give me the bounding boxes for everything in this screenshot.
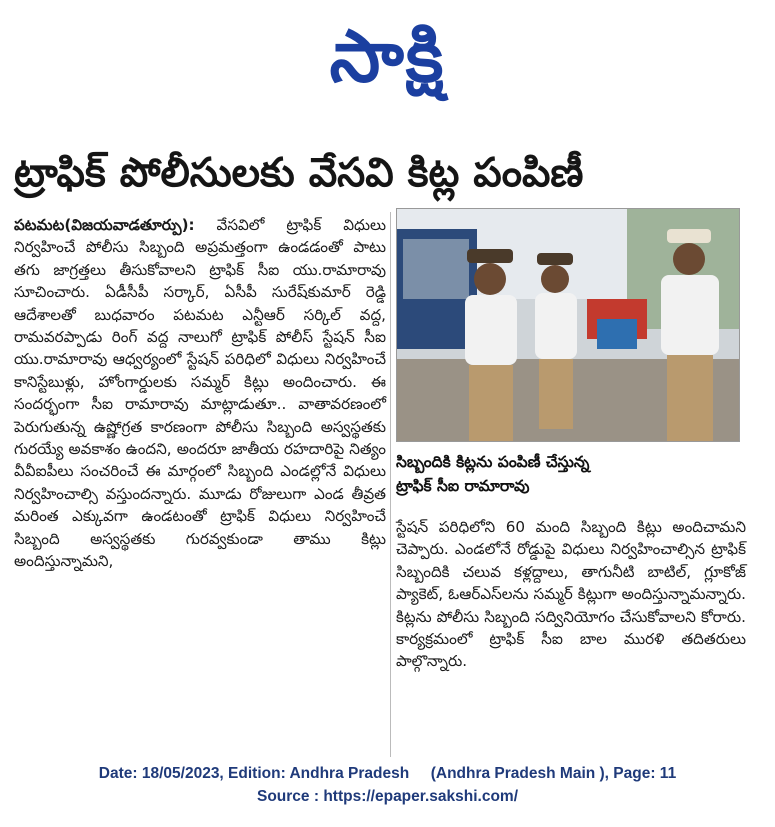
photo-illustration	[397, 209, 739, 441]
photo-caption-line2: ట్రాఫిక్ సీఐ రామారావు	[396, 477, 530, 495]
sakshi-logo: సాక్షి	[329, 14, 446, 98]
column-divider	[390, 212, 391, 757]
photo-caption-line1: సిబ్బందికి కిట్లను పంపిణీ చేస్తున్న	[396, 453, 590, 471]
page-footer	[0, 762, 775, 808]
article-headline: ట్రాఫిక్ పోలీసులకు వేసవి కిట్ల పంపిణీ	[14, 150, 584, 196]
article-dateline: పటమట(విజయవాడతూర్పు):	[14, 216, 195, 234]
article-body-left-text: వేసవిలో ట్రాఫిక్ విధులు నిర్వహించే పోలీసు సిబ్బంది అప్రమత్తంగా ఉండడంతో పాటు తగు జాగ్రత్తలు తీసుకోవాలని ట్రాఫిక్ సీఐ యు.రామారావు సూచించారు. ఏడీసీపీ సర్కార్, ఏసీపీ సురేష్‌కుమార్ రెడ్డి ఆదేశాలతో బుధవారం పటమట ఎన్టీఆర్ సర్కిల్ వద్ద, రామవరప్పాడు రింగ్ వద్ద నాలుగో ట్రాఫిక్ పోలీస్ స్టేషన్ సీఐ యు.రామారావు ఆధ్వర్యంలో స్టేషన్ పరిధిలో విధులు నిర్వహించే కానిస్టేబుళ్లు, హోంగార్డులకు సమ్మర్ కిట్లు అందించారు. ఈ సందర్భంగా సీఐ రామారావు మాట్లాడుతూ.. వాతావరణంలో పెరుగుతున్న ఉష్ణోగ్రత కారణంగా పోలీసు సిబ్బంది అస్వస్థతకు గురయ్యే అవకాశం ఉందని, అందరూ జాతీయ రహదారిపై నిత్యం వీవీఐపీలు సంచరించే ఈ మార్గంలో సిబ్బంది ఎండల్లోనే విధులు నిర్వహించాల్సి వస్తుందన్నారు. మూడు రోజులుగా ఎండ తీవ్రత మరింత ఎక్కువగా ఉండటంతో ట్రాఫిక్ విధులు నిర్వహించే సిబ్బంది అస్వస్థతకు గురవ్వకుండా తాము కిట్లు అందిస్తున్నామని,	[14, 216, 386, 571]
news-photo	[396, 208, 740, 442]
photo-caption	[396, 450, 741, 498]
article-body-right: స్టేషన్ పరిధిలోని 60 మంది సిబ్బంది కిట్లు అందిచామని చెప్పారు. ఎండలోనే రోడ్డుపై విధులు నిర్వహించాల్సిన ట్రాఫిక్ సిబ్బందికి చలువ కళ్లద్దాలు, తాగునీటి బాటిల్, గ్లూకోజ్ ప్యాకెట్, ఓఆర్ఎస్‌లను సమ్మర్ కిట్లుగా అందిస్తున్నామన్నారు. కిట్లను పోలీసు సిబ్బంది సద్వినియోగం చేసుకోవాలని కోరారు. కార్యక్రమంలో ట్రాఫిక్ సీఐ బాల మురళి తదితరులు పాల్గొన్నారు.	[396, 518, 746, 671]
footer-source: Source : https://epaper.sakshi.com/	[257, 788, 518, 805]
article-body-left	[14, 214, 386, 573]
masthead	[0, 8, 775, 108]
footer-date-edition: Date: 18/05/2023, Edition: Andhra Pradesh (Andhra Pradesh Main ), Page: 11	[98, 765, 677, 782]
